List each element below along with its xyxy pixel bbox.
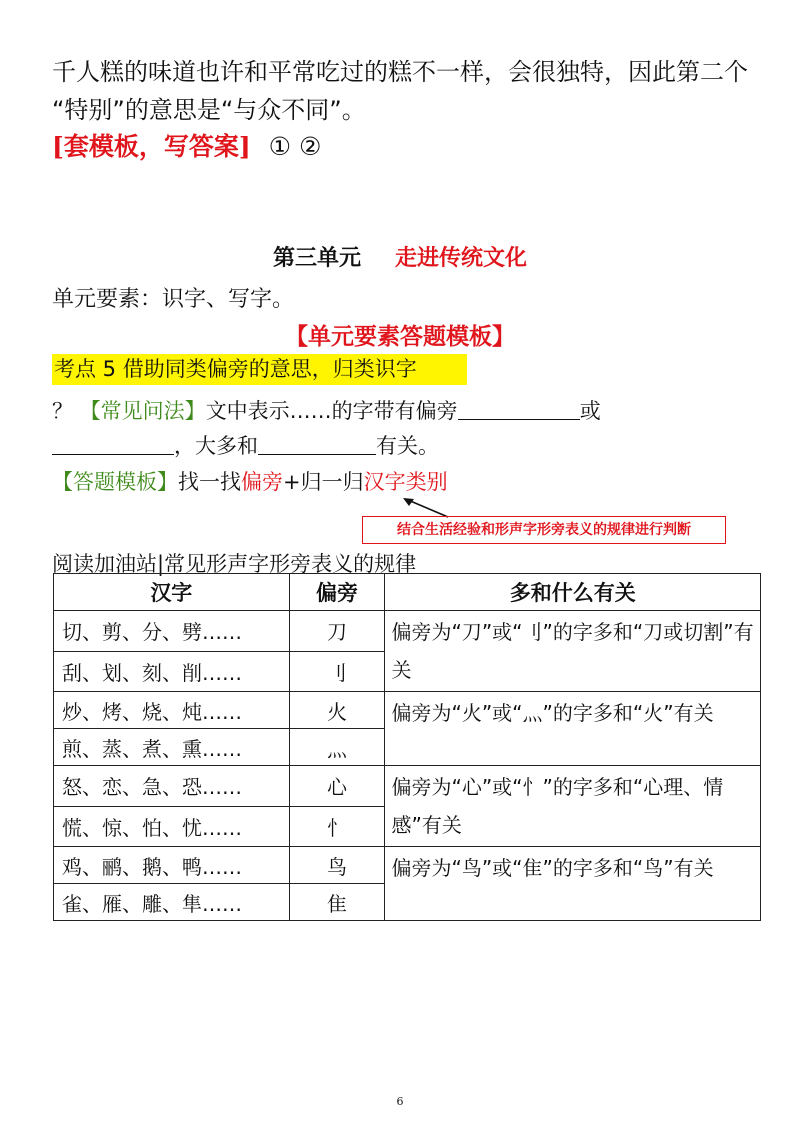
chars-cell: 怒、恋、急、恐…… xyxy=(54,766,290,807)
chars-cell: 慌、惊、怕、忧…… xyxy=(54,806,290,847)
radical-cell: 忄 xyxy=(289,806,385,847)
intro-line-1: 千人糕的味道也许和平常吃过的糕不一样，会很独特，因此第二个 xyxy=(52,58,748,86)
template-label: [套模板，写答案] xyxy=(52,132,251,161)
table-row xyxy=(54,692,761,729)
rule-cell: 偏旁为“鸟”或“隹”的字多和“鸟”有关 xyxy=(385,847,761,921)
header-radical: 偏旁 xyxy=(289,574,385,611)
question-line-2 xyxy=(52,430,439,460)
question-mark: ？ xyxy=(52,399,73,423)
chars-cell: 刮、划、刻、削…… xyxy=(54,651,290,692)
chars-cell: 雀、雁、雕、隼…… xyxy=(54,884,290,921)
answer-template-line xyxy=(52,466,448,496)
fill-blank-3 xyxy=(258,434,376,455)
header-rule: 多和什么有关 xyxy=(385,574,761,611)
question-text-d: 有关。 xyxy=(376,434,439,458)
intro-line-2: “特别”的意思是“与众不同”。 xyxy=(52,96,366,124)
answer-label: 【答题模板】 xyxy=(52,470,178,494)
table-row xyxy=(54,766,761,807)
fill-blank-1 xyxy=(458,399,580,420)
exam-point-title: 考点 5 借助同类偏旁的意思，归类识字 xyxy=(52,354,467,385)
radical-cell: 隹 xyxy=(289,884,385,921)
question-text-c: ，大多和 xyxy=(174,434,258,458)
unit-theme: 走进传统文化 xyxy=(395,245,528,271)
chars-cell: 炒、烤、烧、炖…… xyxy=(54,692,290,729)
radical-cell: 火 xyxy=(289,692,385,729)
answer-radical: 偏旁 xyxy=(241,470,283,494)
answer-category: 汉字类别 xyxy=(363,470,448,494)
radical-cell: 心 xyxy=(289,766,385,807)
answer-plain: 找一找 xyxy=(178,470,241,494)
question-line-1 xyxy=(52,395,601,425)
header-chars: 汉字 xyxy=(54,574,290,611)
unit-heading xyxy=(0,241,800,272)
unit-number: 第三单元 xyxy=(272,245,361,271)
radical-cell: 刀 xyxy=(289,611,385,652)
rule-cell: 偏旁为“心”或“忄”的字多和“心理、情感”有关 xyxy=(385,766,761,847)
chars-cell: 鸡、鹂、鹅、鸭…… xyxy=(54,847,290,884)
question-label: 【常见问法】 xyxy=(79,399,206,423)
template-title: 【单元要素答题模板】 xyxy=(285,323,515,350)
radical-cell: 鸟 xyxy=(289,847,385,884)
rule-cell: 偏旁为“火”或“灬”的字多和“火”有关 xyxy=(385,692,761,766)
template-answer-line xyxy=(52,127,321,163)
fill-blank-2 xyxy=(52,434,174,455)
radical-cell: 灬 xyxy=(289,729,385,766)
question-text-b: 或 xyxy=(579,399,601,423)
table-row xyxy=(54,611,761,652)
circled-numbers: ① ② xyxy=(268,132,322,161)
chars-cell: 切、剪、分、劈…… xyxy=(54,611,290,652)
unit-elements: 单元要素：识字、写字。 xyxy=(52,287,295,312)
page-number: 6 xyxy=(396,1095,404,1108)
table-row xyxy=(54,847,761,884)
answer-mid: +归一归 xyxy=(283,470,364,494)
rule-cell: 偏旁为“刀”或“刂”的字多和“刀或切割”有关 xyxy=(385,611,761,692)
table-header-row xyxy=(54,574,761,611)
note-box: 结合生活经验和形声字形旁表义的规律进行判断 xyxy=(362,516,726,544)
radical-cell: 刂 xyxy=(289,651,385,692)
chars-cell: 煎、蒸、煮、熏…… xyxy=(54,729,290,766)
question-text-a: 文中表示……的字带有偏旁 xyxy=(205,399,458,423)
radical-rules-table xyxy=(53,573,761,921)
reading-title: 阅读加油站|常见形声字形旁表义的规律 xyxy=(52,552,417,576)
